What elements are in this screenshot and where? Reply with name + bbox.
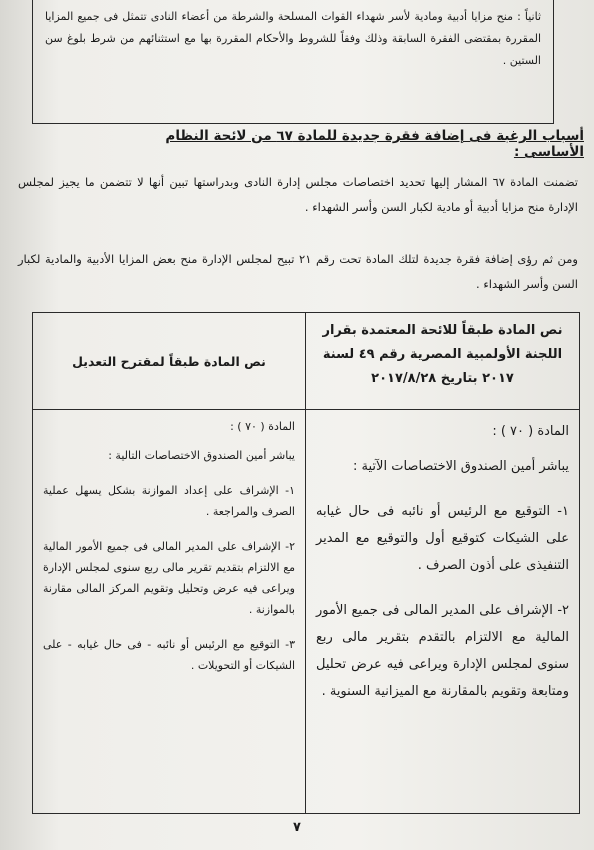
proposed-item-1: ١- الإشراف على إعداد الموازنة بشكل يسهل عملية الصرف والمراجعة .: [43, 484, 295, 518]
comparison-table: [32, 312, 580, 814]
previous-item-text: ثانياً : منح مزايا أدبية ومادية لأسر شهداء القوات المسلحة والشرطة من أعضاء النادى تتمثل فى جميع المزايا المقررة بمقتضى الفقرة السابقة وذلك وفقاً للشروط والأحكام المقررة بها مع استثنائهم من شرط بلوغ سن الستين .: [45, 10, 541, 67]
current-article-cell: [306, 410, 580, 814]
rationale-paragraph-2: ومن ثم رؤى إضافة فقرة جديدة لتلك المادة تحت رقم ٢١ تبيح لمجلس الإدارة منح بعض المزايا الأدبية والمادية لكبار السن وأسر الشهداء .: [18, 252, 578, 291]
current-article-lead: يباشر أمين الصندوق الاختصاصات الآتية :: [353, 459, 569, 474]
header-proposed-text: نص المادة طبقاً لمقترح التعديل: [33, 313, 306, 410]
proposed-article-lead: يباشر أمين الصندوق الاختصاصات التالية :: [108, 449, 295, 462]
proposed-item-2: ٢- الإشراف على المدير المالى فى جميع الأمور المالية مع الالتزام بتقديم تقرير مالى ربع سنوى لمجلس الإدارة ويراعى فيه عرض وتحليل وتقويم المركز المالى مقارنة بالموازنة .: [43, 540, 295, 616]
page-number: ٧: [293, 820, 301, 835]
proposed-article-number: المادة ( ٧٠ ) :: [230, 420, 295, 433]
proposed-article-cell: [33, 410, 306, 814]
current-article-number: المادة ( ٧٠ ) :: [492, 424, 569, 439]
header-current-text: نص المادة طبقاً للائحة المعتمدة بقرار اللجنة الأولمبية المصرية رقم ٤٩ لسنة ٢٠١٧ بتاريخ ٢٠١٧/٨/٢٨: [306, 313, 580, 410]
proposed-item-3: ٣- التوقيع مع الرئيس أو نائبه - فى حال غيابه - على الشيكات أو التحويلات .: [43, 638, 295, 672]
current-item-2: ٢- الإشراف على المدير المالى فى جميع الأمور المالية مع الالتزام بالتقدم بتقرير مالى ربع سنوى لمجلس الإدارة ويراعى فيه عرض تحليل ومتابعة وتقويم بالمقارنة مع الميزانية السنوية .: [316, 603, 569, 699]
section-heading: أسباب الرغبة فى إضافة فقرة جديدة للمادة ٦٧ من لائحة النظام الأساسى :: [165, 128, 584, 160]
rationale-paragraph-1: تضمنت المادة ٦٧ المشار إليها تحديد اختصاصات مجلس إدارة النادى وبدراستها تبين أنها لا تتضمن ما يجيز لمجلس الإدارة منح مزايا أدبية أو مادية لكبار السن وأسر الشهداء .: [18, 175, 578, 214]
current-item-1: ١- التوقيع مع الرئيس أو نائبه فى حال غيابه على الشيكات كتوقيع أول والتوقيع مع المدير التنفيذى على أذون الصرف .: [316, 504, 569, 573]
previous-item-box: [32, 0, 554, 124]
